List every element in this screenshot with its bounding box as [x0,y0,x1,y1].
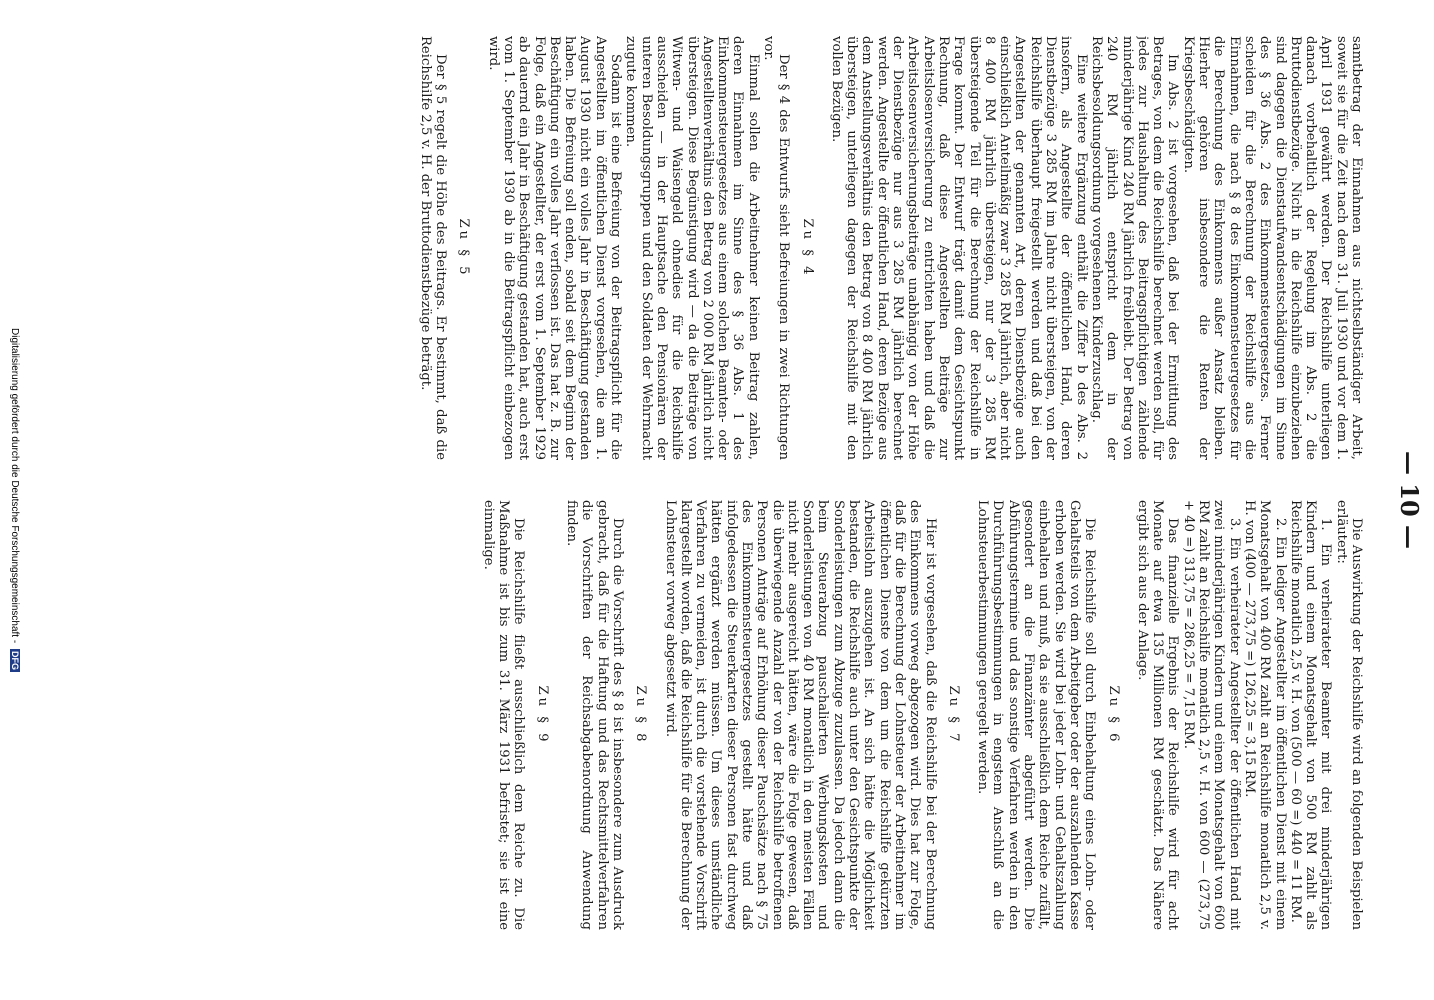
section-heading: Zu § 5 [456,218,472,278]
paragraph: Der § 4 des Entwurfs sieht Befreiungen in zwei Richtungen vor. [761,36,792,460]
section-heading: Zu § 4 [799,218,815,278]
paragraph: Die Auswirkung der Reichshilfe wird an folgenden Beispielen erläutert: [1333,500,1364,930]
paragraph: Das finanzielle Ergebnis der Reichshilfe wird für acht Monate auf etwa 135 Millionen RM geschätzt. Das Nähere ergibt sich aus der Anlage. [1134,500,1181,930]
list-item: 1. Ein verheirateter Beamter mit drei minderjährigen Kindern und einem Monatsgehalt von 500 RM zahlt als Reichshilfe monatlich 2,5 v. H. von (500 — 60 =) 440 = 11 RM. [1287,500,1334,930]
right-column [274,500,1364,930]
section-heading: Zu § 8 [633,685,649,745]
paragraph: Hier ist vorgesehen, daß die Reichshilfe bei der Berechnung des Einkommens vorweg abgezogen wird. Dies hat zur Folge, daß für die Berechnung der Lohnsteuer der Arbeitnehmer im öffentlichen Dienste von dem um die Reichshilfe gekürzten Arbeitslohn auszugehen ist. An sich hätte die Möglichkeit bestanden, die Reichshilfe auch unter den Gesichtspunkte der Sonderleistungen zum Abzuge zuzulassen. Da jedoch dann die beim Steuerabzug pauschalierten Werbungskosten und Sonderleistungen von 40 RM monatlich in den meisten Fällen nicht mehr ausgereicht hätten, wäre die Folge gewesen, daß die überwiegende Anzahl der von der Reichshilfe betroffenen Personen Anträge auf Erhöhung dieser Pauschsätze nach § 75 des Einkommensteuergesetzes gestellt hätte und daß infolgedessen die Steuerkarten dieser Personen fast durchweg hätten ergänzt werden müssen. Um dieses umständliche Verfahren zu vermeiden, ist durch die vorstehende Vorschrift klargestellt worden, daß die Reichshilfe für die Berechnung der Lohnsteuer vorweg abgesetzt wird. [662,500,938,930]
page-number: — 10 — [1395,450,1424,550]
paragraph: Die Reichshilfe fließt ausschließlich dem Reiche zu. Die Maßnahme ist bis zum 31. März 1931 befristet; sie ist eine einmalige. [480,500,527,930]
digitization-credit [9,0,20,1000]
paragraph: Der § 5 regelt die Höhe des Beitrags. Er bestimmt, daß die Reichshilfe 2,5 v. H. der Bruttodienstbezüge beträgt. [417,36,449,460]
paragraph: Durch die Vorschrift des § 8 ist insbesondere zum Ausdruck gebracht, daß für die Haftung und das Rechtsmittelverfahren die Vorschriften der Reichsabgabenordnung Anwendung finden. [564,500,625,930]
left-column [274,36,1364,460]
list-item: 2. Ein lediger Angestellter im öffentlichen Dienst mit einem Monatsgehalt von 400 RM zahlt an Reichshilfe monatlich 2,5 v. H. von (400 — 273,75 =) 126,25 = 3,15 RM. [1241,500,1288,930]
section-heading: Zu § 7 [945,685,961,745]
dfg-logo: DFG [9,650,20,670]
section-heading: Zu § 9 [534,685,550,745]
paragraph: Sodann ist eine Befreiung von der Beitragspflicht für die Angestellten im öffentlichen Dienst vorgesehen, die am 1. August 1930 nicht ein volles Jahr in Beschäftigung gestanden haben. Die Befreiung soll enden, sobald seit dem Beginn der Beschäftigung ein volles Jahr verflossen ist. Das hat z. B. zur Folge, daß ein Angestellter, der erst vom 1. September 1929 ab dauernd ein Jahr in Beschäftigung gestanden hat, auch erst vom 1. September 1930 ab in die Beitragspflicht einbezogen wird. [485,36,624,460]
credit-text: Digitalisierung gefördert durch die Deutsche Forschungsgemeinschaft - [9,328,20,644]
example-list [1180,500,1333,930]
paragraph: samtbetrag der Einnahmen aus nichtselbständiger Arbeit, soweit sie für die Zeit nach dem 31. Juli 1930 und vor dem 1. April 1931 gewährt werden. Der Reichshilfe unterliegen danach vorbehaltlich der Regelung im Abs. 2 die Bruttodienstbezüge. Nicht in die Reichshilfe einzubeziehen sind dagegen die Dienstaufwandsentschädigungen im Sinne des § 36 Abs. 2 des Einkommensteuergesetzes. Ferner scheiden für die Berechnung der Reichshilfe aus die Einnahmen, die nach § 8 des Einkommensteuergesetzes für die Berechnung des Einkommens außer Ansatz bleiben. Hierher gehören insbesondere die Renten der Kriegsbeschädigten. [1180,36,1364,460]
paragraph: Eine weitere Ergänzung enthält die Ziffer b des Abs. 2 insofern, als Angestellte der öffentlichen Hand, deren Dienstbezüge 3 285 RM im Jahre nicht übersteigen, von der Reichshilfe überhaupt freigestellt werden und daß bei den Angestellten der genannten Art, deren Dienstbezüge auch einschließlich Anteilmäßig zwar 3 285 RM jährlich, aber nicht 8 400 RM jährlich übersteigen, nur der 3 285 RM übersteigende Teil für die Berechnung der Reichshilfe in Frage kommt. Der Entwurf trägt damit dem Gesichtspunkt Rechnung, daß diese Angestellten Beiträge zur Arbeitslosenversicherung zu entrichten haben und daß die Arbeitslosenversicherungsbeiträge unabhängig von der Höhe der Dienstbezüge nur aus 3 285 RM jährlich berechnet werden. Angestellte der öffentlichen Hand, deren Bezüge aus dem Anstellungsverhältnis den Betrag von 8 400 RM jährlich übersteigen, unterliegen dagegen der Reichshilfe mit den vollen Bezügen. [828,36,1089,460]
paragraph: Die Reichshilfe soll durch Einbehaltung eines Lohn- oder Gehaltsteils von dem Arbeitgeber oder der auszahlenden Kasse erhoben werden. Sie wird bei jeder Lohn- und Gehaltszahlung einbehalten und muß, da sie ausschließlich dem Reiche zufällt, gesondert an die Finanzämter abgeführt werden. Die Abführungstermine und das sonstige Verfahren werden in den Durchführungsbestimmungen in engstem Anschluß an die Lohnsteuerbestimmungen geregelt werden. [975,500,1098,930]
paragraph: Im Abs. 2 ist vorgesehen, daß bei der Ermittlung des Betrages, von dem die Reichshilfe berechnet werden soll, für jedes zur Haushaltung des Beitragspflichtigen zählende minderjährige Kind 240 RM jährlich freibleibt. Der Betrag von 240 RM jährlich entspricht dem in der Reichsbesoldungsordnung vorgesehenen Kinderzuschlag. [1088,36,1181,460]
paragraph: Einmal sollen die Arbeitnehmer keinen Beitrag zahlen, deren Einnahmen im Sinne des § 36 Abs. 1 des Einkommensteuergesetzes aus einem solchen Beamten- oder Angestelltenverhältnis den Betrag von 2 000 RM jährlich nicht übersteigen. Diese Begünstigung wird — da die Beiträge von Witwen- und Waisengeld ohnedies für die Reichshilfe ausscheiden — in der Hauptsache den Pensionären der unteren Besoldungsgruppen und den Soldaten der Wehrmacht zugute kommen. [623,36,761,460]
section-heading: Zu § 6 [1105,685,1121,745]
list-item: 3. Ein verheirateter Angestellter der öffentlichen Hand mit zwei minderjährigen Kindern und einem Monatsgehalt von 600 RM zahlt an Reichshilfe monatlich 2,5 v. H. von 600 — (273,75 + 40 =) 313,75 = 286,25 = 7,15 RM. [1180,500,1242,930]
